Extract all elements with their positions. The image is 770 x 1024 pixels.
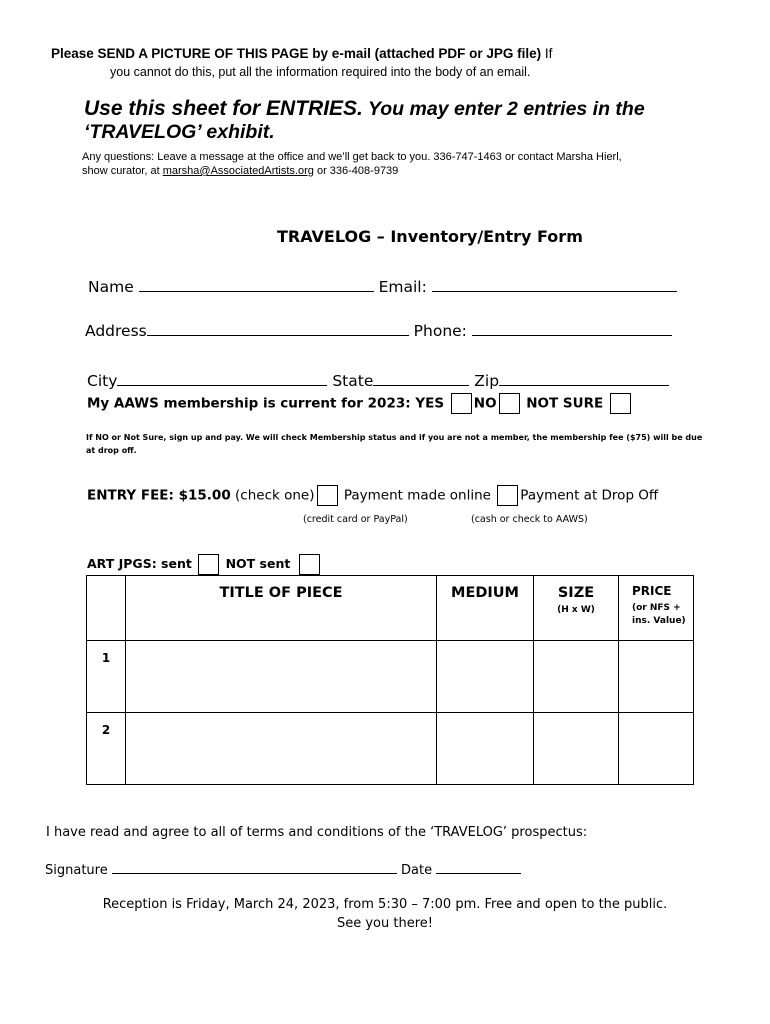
membership-no-label: NO: [473, 395, 497, 412]
address-field[interactable]: [147, 321, 409, 336]
header-tail-text: If: [544, 46, 553, 61]
jpgs-not-sent-checkbox[interactable]: [299, 554, 320, 575]
name-field[interactable]: [139, 277, 374, 292]
questions-line-2: [82, 165, 398, 177]
header-line-1: [51, 46, 552, 61]
price-header-sub1: (or NFS +: [632, 603, 681, 613]
jpgs-sent-checkbox[interactable]: [198, 554, 219, 575]
online-payment-note: (credit card or PayPal): [303, 514, 408, 525]
email-label: Email:: [378, 278, 427, 296]
see-you-text: See you there!: [336, 916, 433, 931]
membership-not-sure-label: NOT SURE: [526, 395, 604, 412]
medium-cell[interactable]: [437, 713, 534, 785]
dropoff-payment-note: (cash or check to AAWS): [471, 514, 588, 525]
price-header-label: PRICE: [632, 584, 672, 598]
payment-online-label: Payment made online: [343, 487, 491, 504]
date-field[interactable]: [436, 859, 521, 874]
questions-suffix: or 336-408-9739: [316, 165, 399, 177]
city-label: City: [87, 372, 118, 390]
form-title: TRAVELOG – Inventory/Entry Form: [277, 227, 583, 246]
zip-field[interactable]: [499, 371, 669, 386]
size-cell[interactable]: [534, 713, 619, 785]
membership-no-checkbox[interactable]: [499, 393, 520, 414]
membership-not-sure-checkbox[interactable]: [610, 393, 631, 414]
medium-cell[interactable]: [437, 641, 534, 713]
payment-online-checkbox[interactable]: [317, 485, 338, 506]
number-column-header: [87, 576, 126, 641]
jpgs-row: [87, 554, 322, 575]
size-header-sub: (H x W): [557, 605, 595, 615]
table-row: [87, 641, 694, 713]
membership-row: [87, 393, 633, 414]
signature-label: Signature: [45, 863, 108, 878]
entries-table: [86, 575, 694, 785]
price-header-sub2: ins. Value): [632, 616, 686, 626]
questions-line-1: Any questions: Leave a message at the office and we’ll get back to you. 336-747-1463 or contact Marsha Hierl,: [82, 151, 622, 163]
membership-yes-checkbox[interactable]: [451, 393, 472, 414]
payment-dropoff-checkbox[interactable]: [497, 485, 518, 506]
signature-row: [45, 859, 521, 878]
agreement-text: I have read and agree to all of terms and conditions of the ‘TRAVELOG’ prospectus:: [46, 825, 588, 840]
signature-field[interactable]: [112, 859, 397, 874]
entries-heading-part1: Use this sheet for ENTRIES.: [84, 97, 363, 120]
header-line-2: you cannot do this, put all the information required into the body of an email.: [110, 65, 531, 79]
membership-note-line-2: at drop off.: [86, 446, 137, 455]
title-column-header: TITLE OF PIECE: [126, 576, 437, 641]
entry-fee-label: ENTRY FEE: $15.00: [87, 487, 231, 504]
name-row: [88, 277, 677, 296]
row-number: 2: [87, 713, 126, 785]
state-field[interactable]: [373, 371, 469, 386]
size-cell[interactable]: [534, 641, 619, 713]
price-cell[interactable]: [619, 713, 694, 785]
address-row: [85, 321, 672, 340]
curator-email-link[interactable]: marsha@AssociatedArtists.org: [162, 165, 314, 177]
header-bold-text: Please SEND A PICTURE OF THIS PAGE by e-mail (attached PDF or JPG file): [51, 46, 542, 61]
size-header-label: SIZE: [557, 585, 595, 601]
entries-heading-line2: ‘TRAVELOG’ exhibit.: [84, 121, 275, 143]
email-field[interactable]: [432, 277, 677, 292]
entries-heading-part2: You may enter 2 entries in the: [367, 98, 645, 120]
date-label: Date: [401, 863, 433, 878]
phone-label: Phone:: [413, 322, 467, 340]
table-header-row: [87, 576, 694, 641]
zip-label: Zip: [474, 372, 500, 390]
price-column-header: [619, 576, 694, 641]
membership-note-line-1: If NO or Not Sure, sign up and pay. We will check Membership status and if you are not a member, the membership fee ($75) will be due: [86, 433, 703, 442]
medium-column-header: MEDIUM: [437, 576, 534, 641]
questions-prefix: show curator, at: [82, 165, 160, 177]
entry-fee-row: [87, 485, 658, 506]
city-row: [87, 371, 669, 390]
jpgs-not-sent-label: NOT sent: [225, 556, 291, 571]
check-one-label: (check one): [235, 487, 315, 504]
entries-heading: [84, 97, 645, 121]
title-cell[interactable]: [126, 713, 437, 785]
phone-field[interactable]: [472, 321, 672, 336]
state-label: State: [332, 372, 374, 390]
membership-label: My AAWS membership is current for 2023: YES: [87, 395, 445, 412]
payment-dropoff-label: Payment at Drop Off: [520, 487, 659, 504]
address-label: Address: [85, 322, 147, 340]
title-cell[interactable]: [126, 641, 437, 713]
reception-text: Reception is Friday, March 24, 2023, from 5:30 – 7:00 pm. Free and open to the public.: [102, 897, 668, 912]
table-row: [87, 713, 694, 785]
jpgs-sent-label: ART JPGS: sent: [87, 556, 192, 571]
city-field[interactable]: [117, 371, 327, 386]
size-column-header: [534, 576, 619, 641]
price-cell[interactable]: [619, 641, 694, 713]
name-label: Name: [88, 278, 134, 296]
row-number: 1: [87, 641, 126, 713]
